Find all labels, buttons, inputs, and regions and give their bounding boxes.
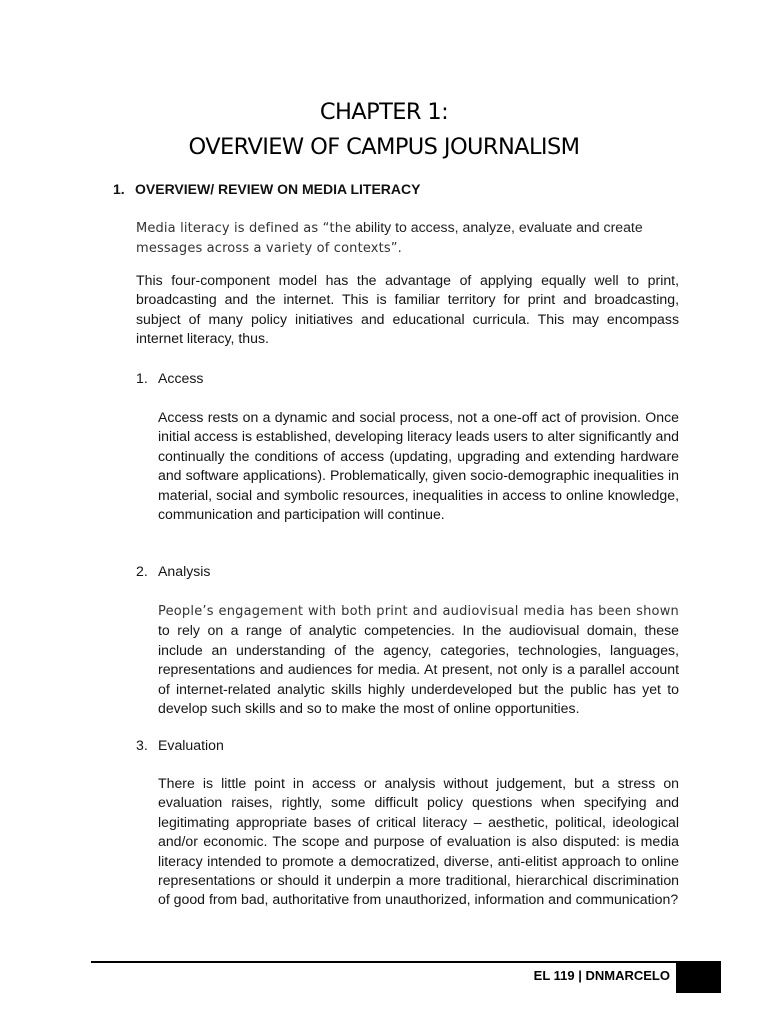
list-item-number: 1. [136, 370, 148, 386]
definition-body: ability to access, analyze, evaluate and create [351, 219, 643, 235]
definition-lead: Media literacy is defined as “the [136, 221, 352, 236]
list-item-title: Analysis [158, 563, 211, 579]
list-item-access [136, 370, 203, 386]
analysis-lead: People’s engagement with both print and audiovisual media has been shown [158, 604, 679, 619]
definition-paragraph [136, 218, 696, 259]
list-item-number: 3. [136, 737, 148, 753]
footer-label: EL 119 | DNMARCELO [533, 968, 670, 983]
intro-paragraph: This four-component model has the advantage of applying equally well to print, broadcasting and the internet. This is familiar territory for print and broadcasting, subject of many policy initiatives and educational curricula. This may encompass internet literacy, thus. [136, 272, 679, 347]
chapter-title: OVERVIEW OF CAMPUS JOURNALISM [188, 134, 580, 160]
list-item-title: Evaluation [158, 737, 224, 753]
footer-page-block [676, 963, 721, 993]
list-item-title: Access [158, 370, 204, 386]
analysis-body: to rely on a range of analytic competencies. In the audiovisual domain, these include an understanding of the agency, categories, technologies, languages, representations and audiences for media. At present, not only is a parallel account of internet-related analytic skills highly underdeveloped but the public has yet to develop such skills and so to make the most of online opportunities. [158, 622, 679, 717]
section-heading [113, 181, 420, 197]
access-paragraph: Access rests on a dynamic and social process, not a one-off act of provision. Once initial access is established, developing literacy leads users to alter significantly and continually the conditions of access (updating, upgrading and extending hardware and software applications). Problematically, given socio-demographic inequalities in material, social and symbolic resources, inequalities in access to online knowledge, communication and participation will continue. [158, 409, 679, 523]
list-item-number: 2. [136, 563, 148, 579]
analysis-paragraph [158, 601, 679, 718]
footer-rule [91, 961, 721, 963]
section-number: 1. [113, 181, 125, 197]
list-item-analysis [136, 563, 210, 579]
definition-tail: messages across a variety of contexts”. [136, 241, 402, 257]
chapter-number: CHAPTER 1: [319, 99, 449, 125]
evaluation-paragraph: There is little point in access or analysis without judgement, but a stress on evaluation raises, rightly, some difficult policy questions when specifying and legitimating appropriate bases of critical literacy – aesthetic, political, ideological and/or economic. The scope and purpose of evaluation is also disputed: is media literacy intended to promote a democratized, diverse, anti-elitist approach to online representations or should it underpin a more traditional, hierarchical discrimination of good from bad, authoritative from unauthorized, information and communication? [158, 775, 679, 908]
section-heading-text: OVERVIEW/ REVIEW ON MEDIA LITERACY [135, 181, 421, 197]
list-item-evaluation [136, 737, 224, 753]
